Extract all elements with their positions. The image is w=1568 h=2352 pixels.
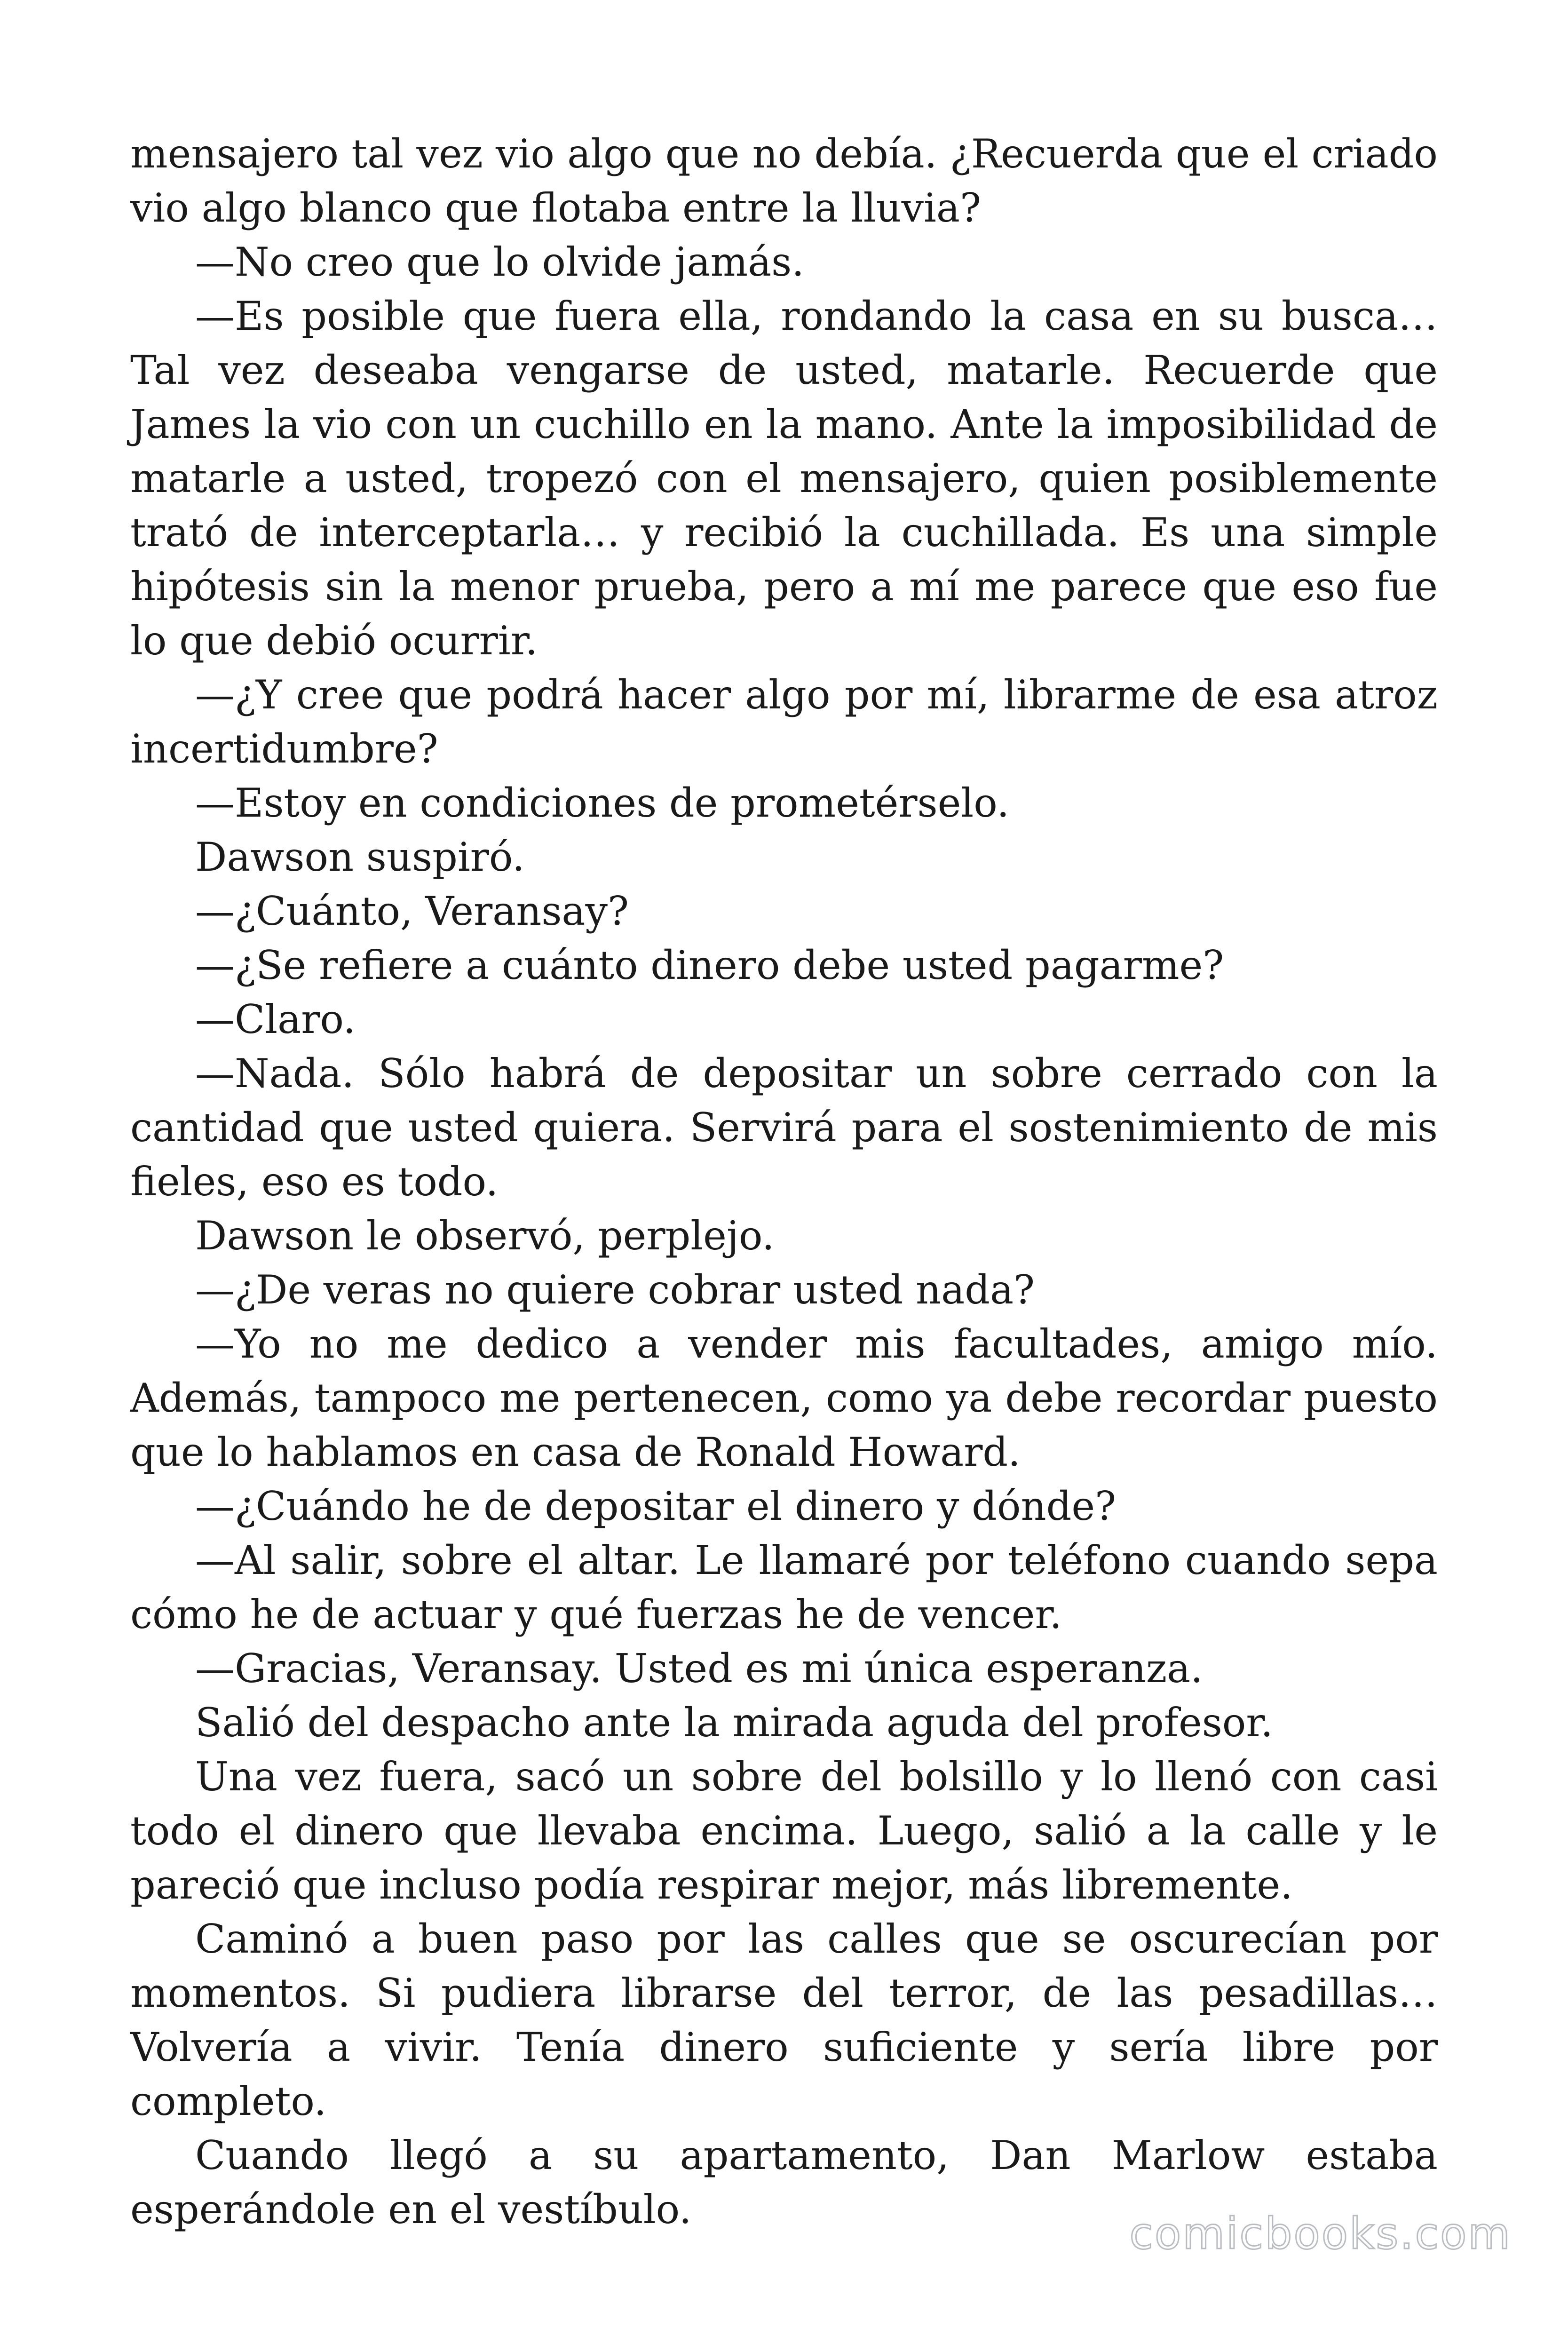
paragraph: —Gracias, Veransay. Usted es mi única esperanza.: [195, 1645, 1203, 1692]
paragraph: —¿Se refiere a cuánto dinero debe usted pagarme?: [195, 942, 1224, 988]
watermark-text: comicbooks.com: [1129, 2209, 1512, 2259]
paragraph: —¿De veras no quiere cobrar usted nada?: [195, 1267, 1035, 1313]
paragraph: —Yo no me dedico a vender mis facultades, amigo mío. Además, tampoco me pertenecen, como ya debe recordar puesto que lo hablamos en casa de Ronald Howard.: [130, 1321, 1438, 1475]
paragraph: Dawson le observó, perplejo.: [195, 1213, 775, 1259]
paragraph: —¿Cuánto, Veransay?: [195, 888, 629, 934]
paragraph: Una vez fuera, sacó un sobre del bolsillo y lo llenó con casi todo el dinero que llevaba encima. Luego, salió a la calle y le pareció que incluso podía respirar mejor, más libremente.: [130, 1754, 1438, 1908]
paragraph: Caminó a buen paso por las calles que se oscurecían por momentos. Si pudiera librarse del terror, de las pesadillas… Volvería a vivir. Tenía dinero suficiente y sería libre por completo.: [130, 1916, 1438, 2124]
paragraph: —Estoy en condiciones de prometérselo.: [195, 780, 1010, 826]
paragraph: —Al salir, sobre el altar. Le llamaré por teléfono cuando sepa cómo he de actuar y qué fuerzas he de vencer.: [130, 1537, 1438, 1637]
paragraph: Salió del despacho ante la mirada aguda del profesor.: [195, 1700, 1273, 1746]
paragraph: —Es posible que fuera ella, rondando la casa en su busca… Tal vez deseaba vengarse de usted, matarle. Recuerde que James la vio con un cuchillo en la mano. Ante la imposibilidad de matarle a usted, tropezó con el mensajero, quien posiblemente trató de interceptarla… y recibió la cuchillada. Es una simple hipótesis sin la menor prueba, pero a mí me parece que eso fue lo que debió ocurrir.: [130, 293, 1438, 664]
paragraph: mensajero tal vez vio algo que no debía. ¿Recuerda que el criado vio algo blanco que flotaba entre la lluvia?: [130, 131, 1438, 231]
paragraph: —Nada. Sólo habrá de depositar un sobre cerrado con la cantidad que usted quiera. Servirá para el sostenimiento de mis fieles, eso es todo.: [130, 1050, 1438, 1205]
paragraph: —¿Y cree que podrá hacer algo por mí, librarme de esa atroz incertidumbre?: [130, 672, 1438, 772]
paragraph: —¿Cuándo he de depositar el dinero y dónde?: [195, 1483, 1117, 1529]
paragraph: —No creo que lo olvide jamás.: [195, 239, 804, 285]
paragraph: Cuando llegó a su apartamento, Dan Marlow estaba esperándole en el vestíbulo.: [130, 2132, 1438, 2233]
paragraph: —Claro.: [195, 996, 356, 1042]
paragraph: Dawson suspiró.: [195, 834, 525, 880]
page-body-text: [130, 127, 1438, 2237]
